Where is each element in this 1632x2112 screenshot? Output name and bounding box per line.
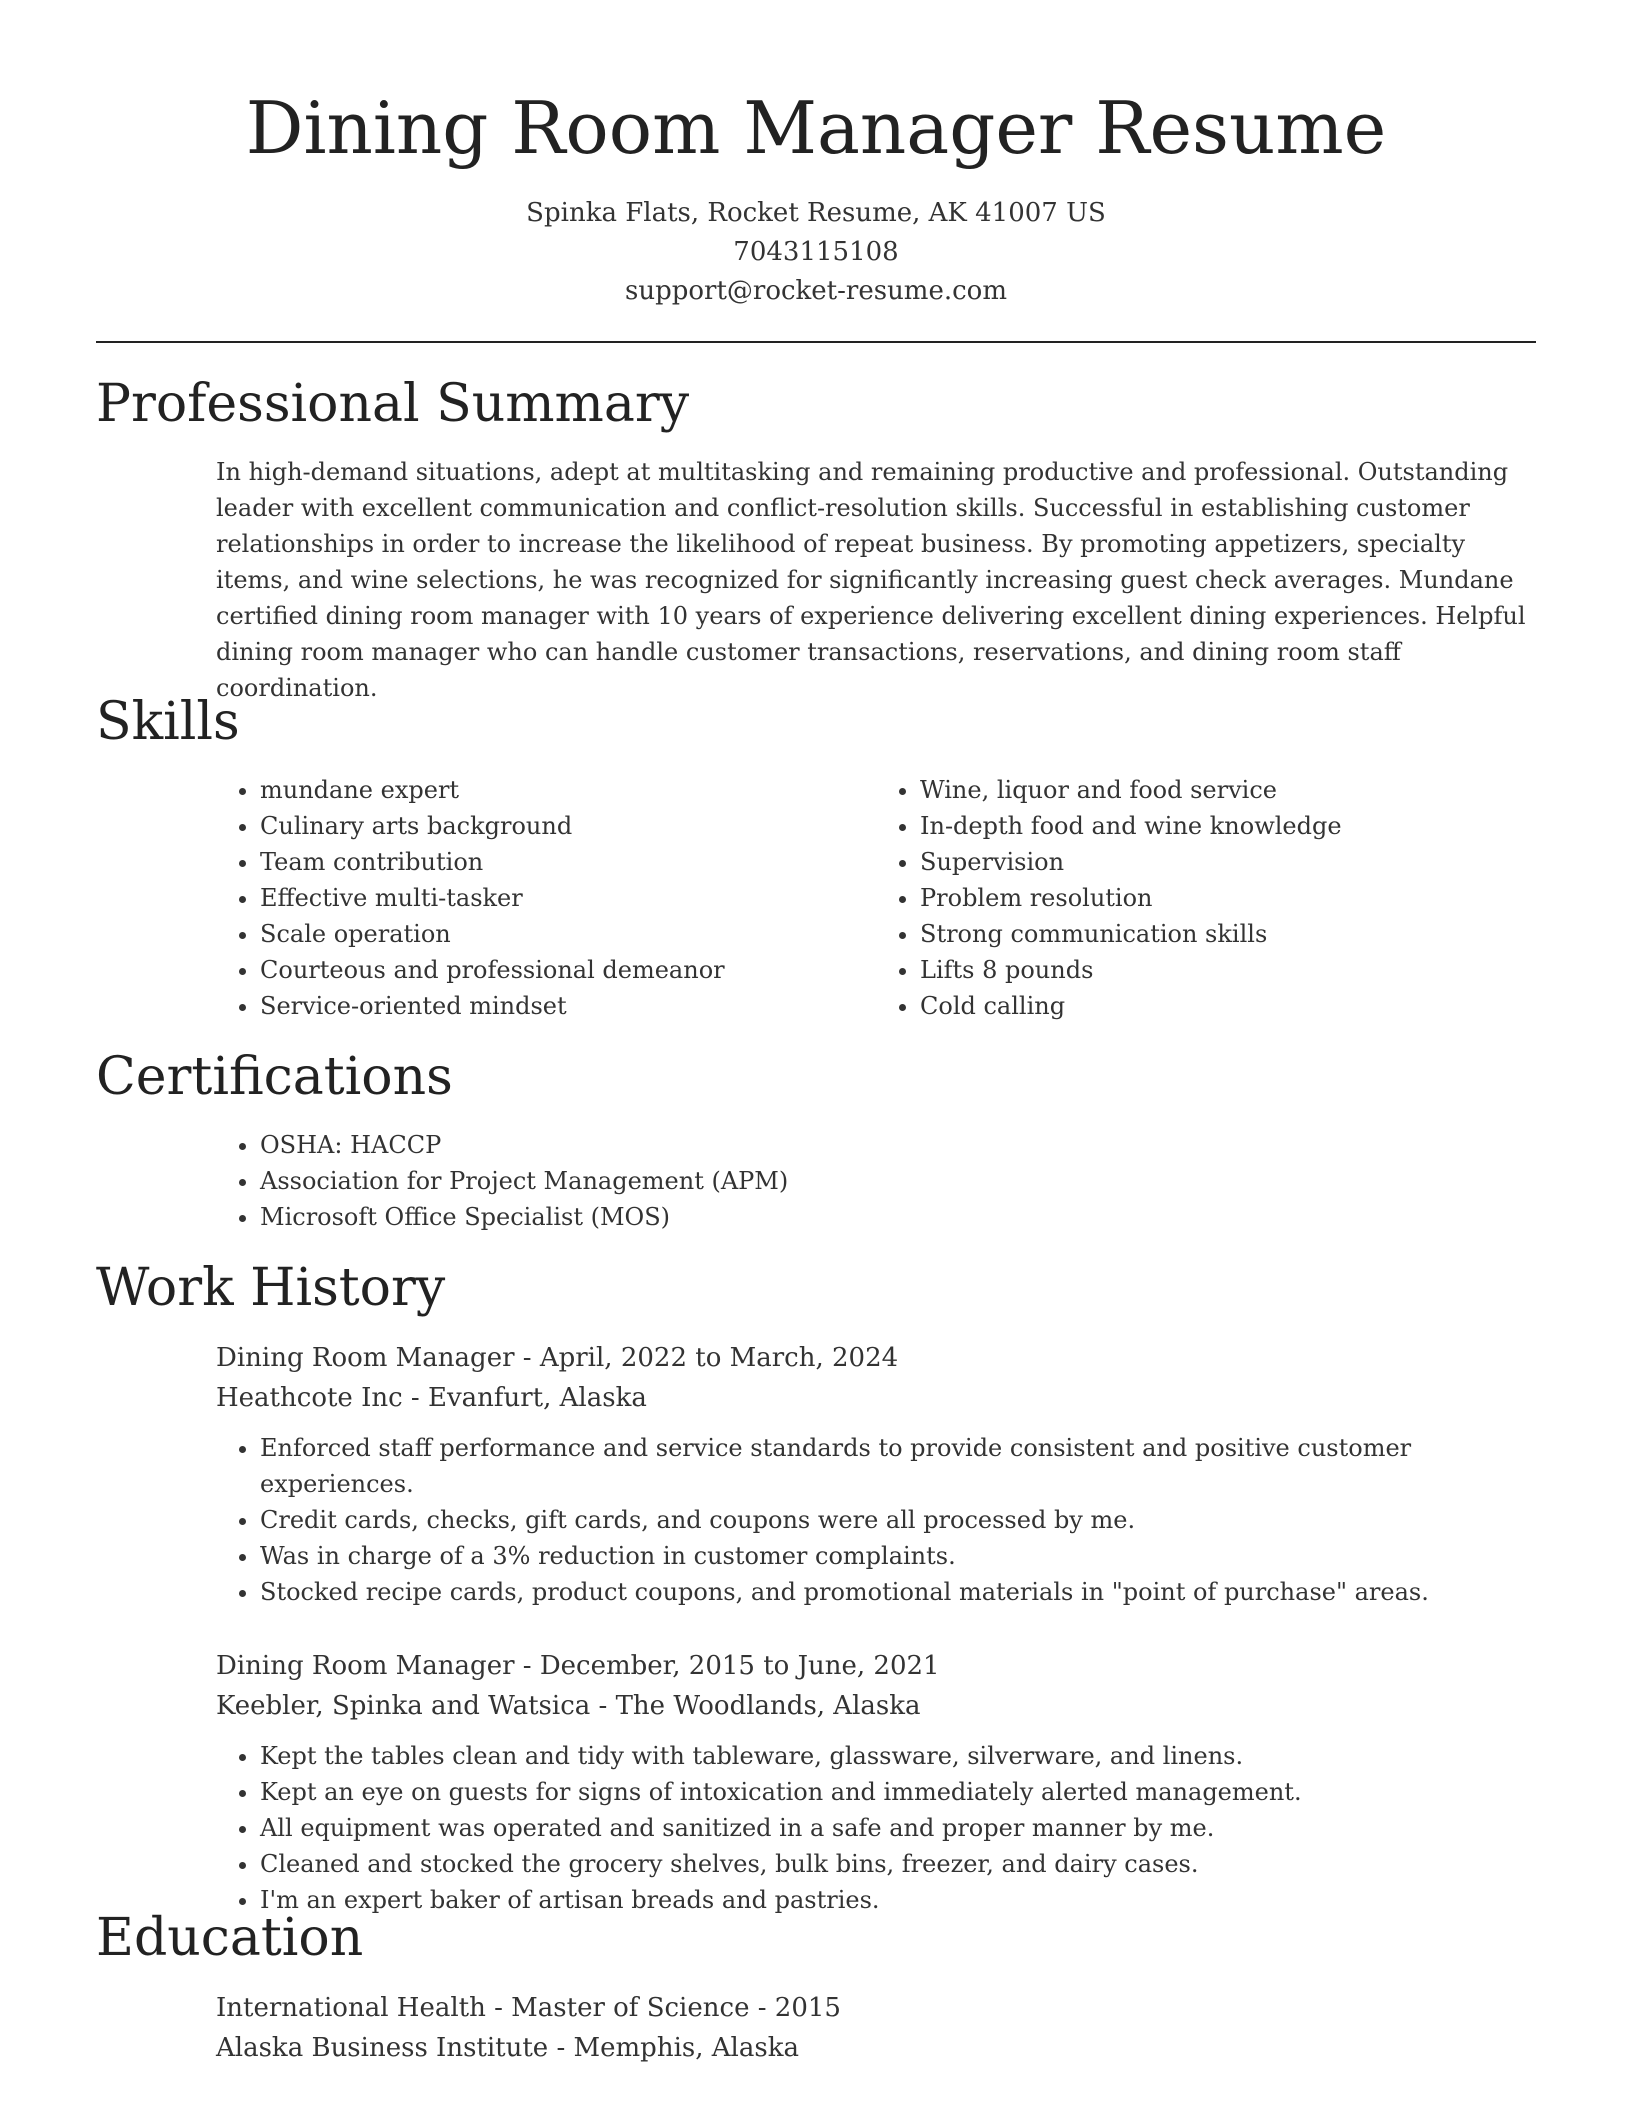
education-degree-line: International Health - Master of Science - 2015 xyxy=(216,1993,841,2023)
certifications-section xyxy=(96,1045,1536,1235)
contact-info xyxy=(0,194,1632,311)
skill-item: • Service-oriented mindset xyxy=(260,988,876,1024)
skills-heading: Skills xyxy=(96,692,240,752)
certification-item: • Association for Project Management (APM) xyxy=(260,1163,1536,1199)
job-header xyxy=(216,1338,1536,1418)
skill-item: • Strong communication skills xyxy=(920,916,1536,952)
summary-heading: Professional Summary xyxy=(96,374,690,434)
skills-list-right xyxy=(876,772,1536,1024)
job-bullet: • Stocked recipe cards, product coupons, and promotional materials in "point of purchase" areas. xyxy=(260,1574,1536,1610)
job-bullet: • Kept the tables clean and tidy with tableware, glassware, silverware, and linens. xyxy=(260,1738,1536,1774)
job-bullet: • I'm an expert baker of artisan breads and pastries. xyxy=(260,1882,1536,1918)
contact-email: support@rocket-resume.com xyxy=(624,276,1007,306)
skill-item: • mundane expert xyxy=(260,772,876,808)
resume-title: Dining Room Manager Resume xyxy=(245,86,1387,170)
skill-item: • Lifts 8 pounds xyxy=(920,952,1536,988)
skill-item: • Problem resolution xyxy=(920,880,1536,916)
job-bullets xyxy=(216,1738,1536,1918)
certifications-list xyxy=(216,1127,1536,1235)
education-school-line: Alaska Business Institute - Memphis, Alaska xyxy=(216,2033,799,2063)
skill-item: • In-depth food and wine knowledge xyxy=(920,808,1536,844)
education-entry xyxy=(216,1988,1536,2068)
job-bullet: • Enforced staff performance and service standards to provide consistent and positive customer experiences. xyxy=(260,1430,1536,1502)
skill-item: • Supervision xyxy=(920,844,1536,880)
skill-item: • Courteous and professional demeanor xyxy=(260,952,876,988)
job-bullet: • Cleaned and stocked the grocery shelves, bulk bins, freezer, and dairy cases. xyxy=(260,1846,1536,1882)
work-history-heading: Work History xyxy=(96,1258,446,1318)
job-bullet: • Was in charge of a 3% reduction in customer complaints. xyxy=(260,1538,1536,1574)
skill-item: • Wine, liquor and food service xyxy=(920,772,1536,808)
resume-header xyxy=(0,0,1632,311)
work-history-section xyxy=(96,1256,1536,1918)
header-divider xyxy=(96,341,1536,343)
summary-text: In high-demand situations, adept at multitasking and remaining productive and professional. Outstanding leader with excellent communication and conflict-resolution skills. Successful in establishing customer relationships in order to increase the likelihood of repeat business. By promoting appetizers, specialty items, and wine selections, he was recognized for significantly increasing guest check averages. Mundane certified dining room manager with 10 years of experience delivering excellent dining experiences. Helpful dining room manager who can handle customer transactions, reservations, and dining room staff coordination. xyxy=(216,458,1526,702)
job-bullet: • All equipment was operated and sanitized in a safe and proper manner by me. xyxy=(260,1810,1536,1846)
certification-item: • Microsoft Office Specialist (MOS) xyxy=(260,1199,1536,1235)
skill-item: • Culinary arts background xyxy=(260,808,876,844)
skills-columns xyxy=(216,772,1536,1024)
job-header xyxy=(216,1646,1536,1726)
job-entry xyxy=(96,1338,1536,1610)
job-entry xyxy=(96,1646,1536,1918)
contact-address: Spinka Flats, Rocket Resume, AK 41007 US xyxy=(526,198,1106,228)
summary-section xyxy=(96,372,1536,706)
job-bullet: • Credit cards, checks, gift cards, and coupons were all processed by me. xyxy=(260,1502,1536,1538)
job-company-line: Keebler, Spinka and Watsica - The Woodlands, Alaska xyxy=(216,1691,921,1721)
certifications-heading: Certifications xyxy=(96,1047,453,1107)
job-company-line: Heathcote Inc - Evanfurt, Alaska xyxy=(216,1383,647,1413)
job-title-line: Dining Room Manager - April, 2022 to March, 2024 xyxy=(216,1343,899,1373)
job-bullet: • Kept an eye on guests for signs of intoxication and immediately alerted management. xyxy=(260,1774,1536,1810)
skills-list-left xyxy=(216,772,876,1024)
education-section xyxy=(96,1906,1536,2068)
job-title-line: Dining Room Manager - December, 2015 to June, 2021 xyxy=(216,1651,940,1681)
education-heading: Education xyxy=(96,1908,364,1968)
contact-phone: 7043115108 xyxy=(733,237,899,267)
skill-item: • Cold calling xyxy=(920,988,1536,1024)
skill-item: • Team contribution xyxy=(260,844,876,880)
job-bullets xyxy=(216,1430,1536,1610)
skill-item: • Scale operation xyxy=(260,916,876,952)
skills-section xyxy=(96,690,1536,1024)
skill-item: • Effective multi-tasker xyxy=(260,880,876,916)
certification-item: • OSHA: HACCP xyxy=(260,1127,1536,1163)
